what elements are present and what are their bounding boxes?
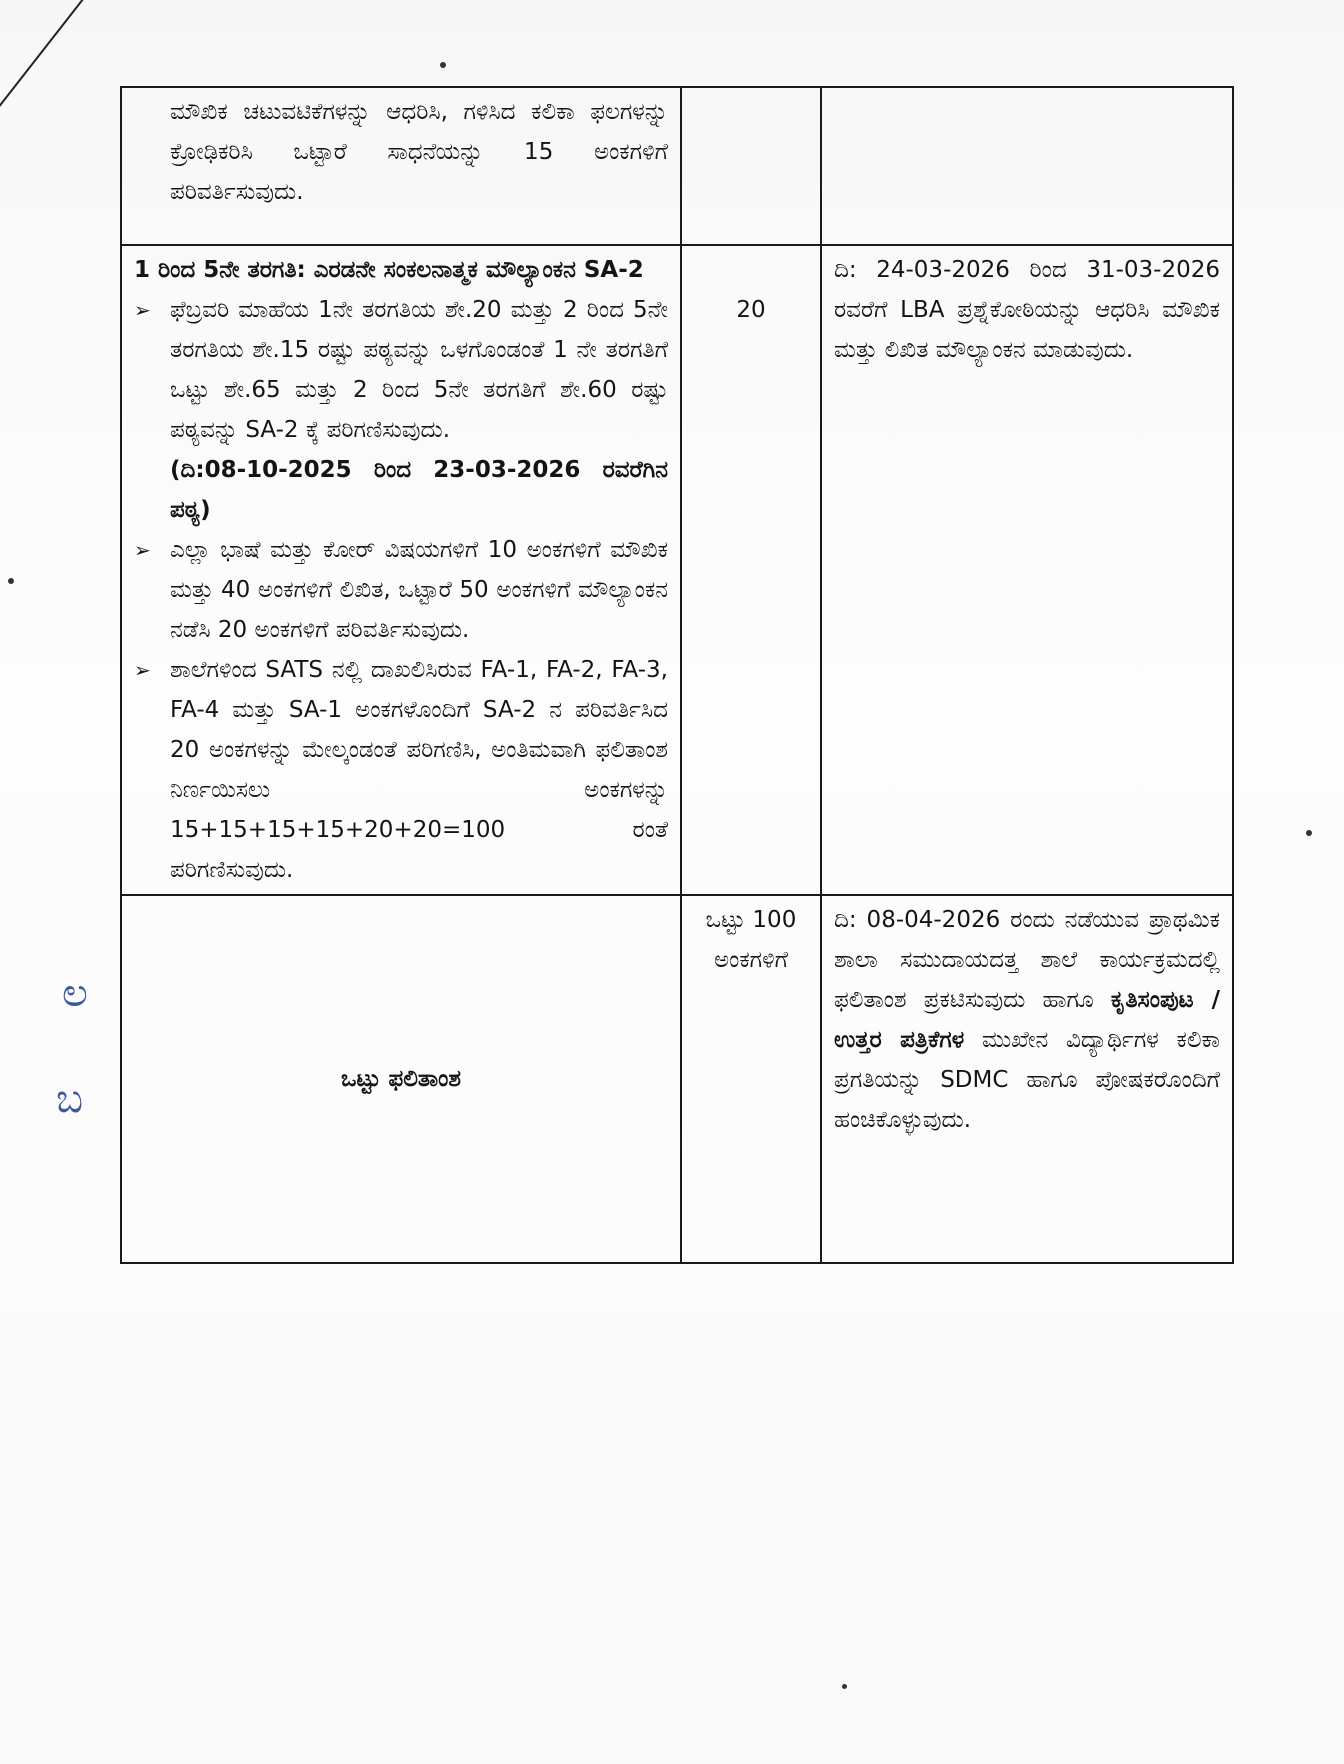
- margin-handwritten-mark: ಲ: [62, 970, 88, 1016]
- row3-remarks: [834, 900, 1220, 1140]
- row2-description-cell: [121, 245, 681, 895]
- table-row: [121, 895, 1233, 1263]
- bullet-text: ಎಲ್ಲಾ ಭಾಷೆ ಮತ್ತು ಕೋರ್ ವಿಷಯಗಳಿಗೆ 10 ಅಂಕಗಳಿಗೆ ಮೌಖಿಕ ಮತ್ತು 40 ಅಂಕಗಳಿಗೆ ಲಿಖಿತ, ಒಟ್ಟಾರೆ 50 ಅಂಕಗಳಿಗೆ ಮೌಲ್ಯಾಂಕನ ನಡೆಸಿ 20 ಅಂಕಗಳಿಗೆ ಪರಿವರ್ತಿಸುವುದು.: [170, 537, 668, 643]
- row1-marks-cell: [681, 87, 821, 245]
- remarks-text: ಮುಖೇನ ವಿದ್ಯಾರ್ಥಿಗಳ ಕಲಿಕಾ ಪ್ರಗತಿಯನ್ನು SDMC ಹಾಗೂ ಪೋಷಕರೊಂದಿಗೆ ಹಂಚಿಕೊಳ್ಳುವುದು.: [834, 1027, 1221, 1133]
- remarks-text: ದಿ: 08-04-2026 ರಂದು ನಡೆಯುವ ಪ್ರಾಥಮಿಕ ಶಾಲಾ ಸಮುದಾಯದತ್ತ ಶಾಲೆ ಕಾರ್ಯಕ್ರಮದಲ್ಲಿ ಫಲಿತಾಂಶ ಪ್ರಕಟಿಸುವುದು ಹಾಗೂ: [834, 907, 1220, 1013]
- speck: [8, 578, 14, 584]
- margin-handwritten-mark: ಬ: [56, 1076, 84, 1122]
- arrow-bullet-icon: ➢: [134, 658, 151, 682]
- list-item: [134, 290, 668, 450]
- row2-marks: 20: [736, 297, 766, 323]
- bullet-text: ಫೆಬ್ರವರಿ ಮಾಹೆಯ 1ನೇ ತರಗತಿಯ ಶೇ.20 ಮತ್ತು 2 ರಿಂದ 5ನೇ ತರಗತಿಯ ಶೇ.15 ರಷ್ಟು ಪಠ್ಯವನ್ನು ಒಳಗೊಂಡಂತೆ 1 ನೇ ತರಗತಿಗೆ ಒಟ್ಟು ಶೇ.65 ಮತ್ತು 2 ರಿಂದ 5ನೇ ತರಗತಿಗೆ ಶೇ.60 ರಷ್ಟು ಪಠ್ಯವನ್ನು SA-2 ಕ್ಕೆ ಪರಿಗಣಿಸುವುದು.: [170, 297, 668, 443]
- speck: [1306, 830, 1312, 836]
- list-item: [134, 530, 668, 650]
- assessment-table: [120, 86, 1234, 1264]
- row1-remarks-cell: [821, 87, 1233, 245]
- table-row: [121, 87, 1233, 245]
- arrow-bullet-icon: ➢: [134, 298, 151, 322]
- row2-remarks: ದಿ: 24-03-2026 ರಿಂದ 31-03-2026 ರವರೆಗೆ LBA ಪ್ರಶ್ನೆಕೋಠಿಯನ್ನು ಆಧರಿಸಿ ಮೌಖಿಕ ಮತ್ತು ಲಿಖಿತ ಮೌಲ್ಯಾಂಕನ ಮಾಡುವುದು.: [834, 257, 1220, 363]
- row1-description-cell: [121, 87, 681, 245]
- total-result-title: ಒಟ್ಟು ಫಲಿತಾಂಶ: [341, 1066, 461, 1092]
- total-result-cell: [121, 895, 681, 1263]
- remarks-bold-text: ಕೃತಿಸಂಪುಟ / ಉತ್ತರ ಪತ್ರಿಕೆಗಳ: [834, 987, 1220, 1053]
- row3-marks-cell: [681, 895, 821, 1263]
- list-item: [134, 650, 668, 890]
- row1-description: ಮೌಖಿಕ ಚಟುವಟಿಕೆಗಳನ್ನು ಆಧರಿಸಿ, ಗಳಿಸಿದ ಕಲಿಕಾ ಫಲಗಳನ್ನು ಕ್ರೋಢಿಕರಿಸಿ ಒಟ್ಟಾರೆ ಸಾಧನೆಯನ್ನು 15 ಅಂಕಗಳಿಗೆ ಪರಿವರ್ತಿಸುವುದು.: [170, 99, 668, 205]
- row3-marks: ಒಟ್ಟು 100 ಅಂಕಗಳಿಗೆ: [705, 907, 797, 973]
- row2-remarks-cell: [821, 245, 1233, 895]
- syllabus-period: (ದಿ:08-10-2025 ರಿಂದ 23-03-2026 ರವರೆಗಿನ ಪಠ್ಯ): [170, 457, 668, 523]
- row3-remarks-cell: [821, 895, 1233, 1263]
- sa2-heading: 1 ರಿಂದ 5ನೇ ತರಗತಿ: ಎರಡನೇ ಸಂಕಲನಾತ್ಮಕ ಮೌಲ್ಯಾಂಕನ SA-2: [134, 257, 644, 283]
- bullet-text: ಶಾಲೆಗಳಿಂದ SATS ನಲ್ಲಿ ದಾಖಲಿಸಿರುವ FA-1, FA-2, FA-3, FA-4 ಮತ್ತು SA-1 ಅಂಕಗಳೊಂದಿಗೆ SA-2 ನ ಪರಿವರ್ತಿಸಿದ 20 ಅಂಕಗಳನ್ನು ಮೇಲ್ಕಂಡಂತೆ ಪರಿಗಣಿಸಿ, ಅಂತಿಮವಾಗಿ ಫಲಿತಾಂಶ ನಿರ್ಣಯಿಸಲು ಅಂಕಗಳನ್ನು 15+15+15+15+20+20=100 ರಂತೆ ಪರಿಗಣಿಸುವುದು.: [170, 657, 668, 883]
- table-row: [121, 245, 1233, 895]
- arrow-bullet-icon: ➢: [134, 538, 151, 562]
- row2-marks-cell: [681, 245, 821, 895]
- speck: [440, 62, 446, 68]
- speck: [842, 1684, 847, 1689]
